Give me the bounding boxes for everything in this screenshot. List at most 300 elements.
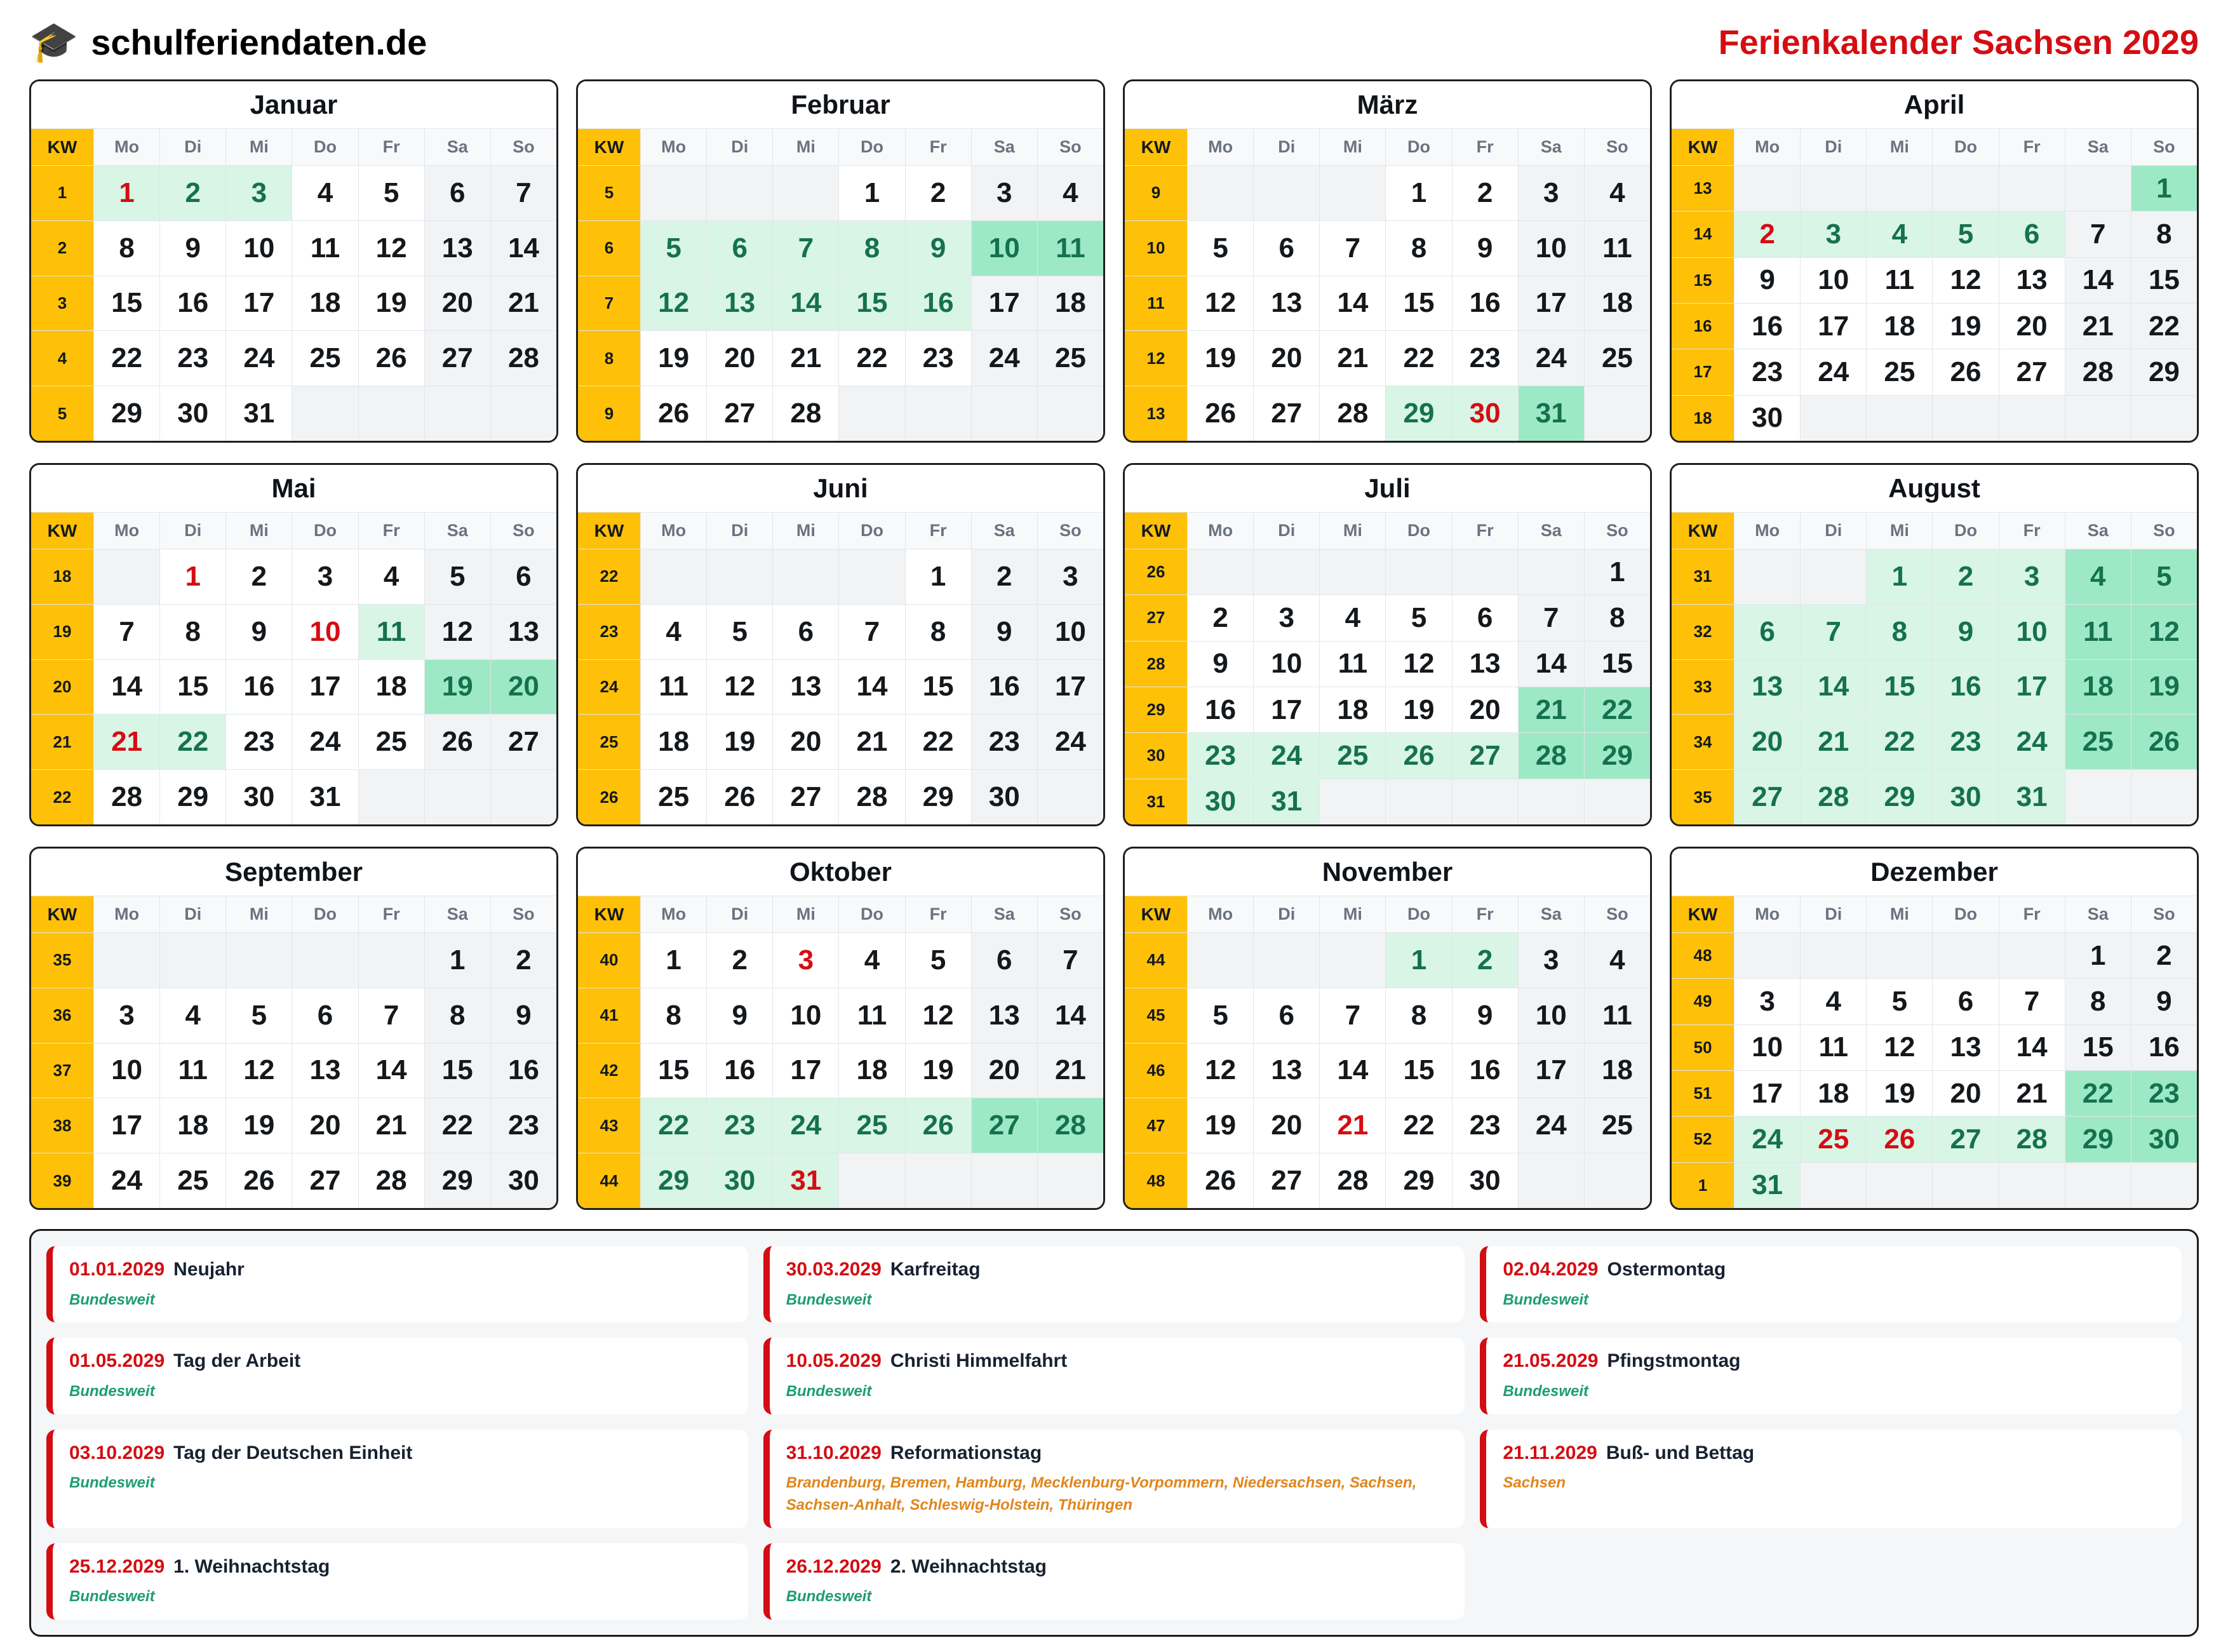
day-cell-vacation: 23: [1187, 732, 1253, 778]
legend-holiday-name: Christi Himmelfahrt: [890, 1350, 1068, 1372]
day-cell: 21: [838, 714, 904, 769]
legend-holiday-name: Buß- und Bettag: [1606, 1442, 1755, 1463]
day-cell-vacation: 3: [1800, 211, 1866, 257]
day-cell-vacation: 12: [2131, 604, 2197, 659]
calendar-months-grid: [0, 79, 2228, 1210]
legend-date: 26.12.2029: [786, 1555, 882, 1577]
day-cell-empty: [1800, 165, 1866, 211]
month-title: Juli: [1125, 465, 1650, 512]
day-cell-vacation: 1: [1866, 549, 1932, 604]
day-cell-vacation: 24: [1253, 732, 1319, 778]
day-cell: 12: [706, 659, 772, 715]
day-cell-empty: [1999, 932, 2065, 978]
day-cell-holiday: 1: [159, 549, 225, 604]
month-title: Oktober: [578, 849, 1103, 896]
day-cell: 21: [1037, 1043, 1103, 1098]
day-cell: 24: [1800, 349, 1866, 394]
weekday-header: Di: [1800, 896, 1866, 932]
day-cell: 26: [640, 386, 706, 441]
day-cell-vacation: 28: [1800, 769, 1866, 824]
day-cell: 29: [159, 769, 225, 824]
day-cell: 30: [1452, 1153, 1518, 1208]
day-cell: 16: [2131, 1024, 2197, 1070]
day-cell: 4: [640, 604, 706, 659]
kw-cell: 26: [578, 769, 640, 824]
kw-cell: 32: [1672, 604, 1734, 659]
day-cell: 25: [1584, 1098, 1650, 1153]
kw-cell: 35: [31, 932, 93, 988]
day-cell-empty: [1319, 165, 1385, 220]
day-cell: 28: [93, 769, 159, 824]
day-cell: 22: [1385, 330, 1451, 386]
page-title: Ferienkalender Sachsen 2029: [1718, 23, 2199, 62]
legend-holiday-name: Reformationstag: [890, 1442, 1042, 1463]
day-cell-vacation: 5: [640, 220, 706, 276]
day-cell: 4: [159, 988, 225, 1043]
day-cell: 4: [358, 549, 424, 604]
day-cell: 28: [358, 1153, 424, 1208]
day-cell: 30: [971, 769, 1037, 824]
day-cell-empty: [1866, 165, 1932, 211]
day-cell-vacation: 6: [706, 220, 772, 276]
day-cell: 12: [1385, 641, 1451, 687]
day-cell-empty: [971, 386, 1037, 441]
kw-cell: 39: [31, 1153, 93, 1208]
day-cell: 12: [1187, 1043, 1253, 1098]
day-cell-vacation: 13: [1734, 659, 1800, 715]
day-cell: 20: [772, 714, 838, 769]
day-cell-empty: [706, 165, 772, 220]
day-cell: 12: [1187, 276, 1253, 331]
day-cell-vacation: 9: [1932, 604, 1998, 659]
day-cell-empty: [1584, 1153, 1650, 1208]
day-cell-vacation: 22: [1866, 714, 1932, 769]
day-cell: 17: [225, 276, 292, 331]
weekday-header: Sa: [1518, 896, 1584, 932]
weekday-header: Do: [292, 512, 358, 549]
day-cell: 2: [905, 165, 971, 220]
day-cell-vacation: 14: [1800, 659, 1866, 715]
day-cell: 25: [1866, 349, 1932, 394]
weekday-header: Di: [1253, 512, 1319, 549]
month-card-mai: [29, 463, 558, 826]
day-cell-empty: [358, 932, 424, 988]
weekday-header: Fr: [1452, 128, 1518, 165]
day-cell-vacation: 27: [1734, 769, 1800, 824]
day-cell-empty: [1319, 779, 1385, 824]
weekday-header: Mi: [1319, 512, 1385, 549]
day-cell: 30: [225, 769, 292, 824]
weekday-header: Di: [1800, 128, 1866, 165]
weekday-header: Mo: [640, 128, 706, 165]
day-cell-vacation: 19: [2131, 659, 2197, 715]
weekday-header: Di: [706, 512, 772, 549]
legend-holiday-name: Karfreitag: [890, 1259, 981, 1280]
weekday-header: Di: [159, 896, 225, 932]
weekday-header: Sa: [1518, 512, 1584, 549]
day-cell: 3: [93, 988, 159, 1043]
day-cell-vacation: 30: [2131, 1116, 2197, 1162]
legend-scope: Brandenburg, Bremen, Hamburg, Mecklenburg-Vorpommern, Niedersachsen, Sachsen, Sachsen-Anhalt, Schleswig-Holstein, Thüringen: [786, 1474, 1417, 1514]
day-cell: 13: [971, 988, 1037, 1043]
day-cell-empty: [971, 1153, 1037, 1208]
day-cell-vacation: 20: [1734, 714, 1800, 769]
day-cell: 13: [1253, 1043, 1319, 1098]
day-cell-empty: [1319, 549, 1385, 594]
day-cell: 8: [905, 604, 971, 659]
month-card-juni: [576, 463, 1105, 826]
day-cell-empty: [838, 1153, 904, 1208]
day-cell-empty: [772, 549, 838, 604]
day-cell-empty: [1800, 395, 1866, 441]
day-cell-vacation: 16: [1932, 659, 1998, 715]
legend-item: [1480, 1246, 2182, 1322]
day-cell-vacation: 8: [1866, 604, 1932, 659]
day-cell: 27: [490, 714, 556, 769]
weekday-header: So: [2131, 896, 2197, 932]
day-cell: 6: [971, 932, 1037, 988]
day-cell: 13: [1932, 1024, 1998, 1070]
day-cell: 19: [1187, 1098, 1253, 1153]
day-cell: 12: [358, 220, 424, 276]
day-cell-empty: [1800, 1162, 1866, 1208]
day-cell: 10: [225, 220, 292, 276]
day-cell-vacation: 15: [1866, 659, 1932, 715]
day-cell-vacation: 31: [1518, 386, 1584, 441]
day-cell-vacation: 8: [838, 220, 904, 276]
day-cell: 26: [225, 1153, 292, 1208]
weekday-header: Mi: [1319, 128, 1385, 165]
day-cell: 13: [424, 220, 490, 276]
day-cell: 3: [1734, 978, 1800, 1024]
kw-cell: 40: [578, 932, 640, 988]
weekday-header: Do: [838, 896, 904, 932]
weekday-header: Fr: [358, 128, 424, 165]
day-cell: 11: [1584, 220, 1650, 276]
day-cell-empty: [2131, 395, 2197, 441]
weekday-header: Mi: [1866, 896, 1932, 932]
day-cell: 8: [424, 988, 490, 1043]
day-cell: 8: [1385, 220, 1451, 276]
day-cell-empty: [2131, 769, 2197, 824]
day-cell: 4: [838, 932, 904, 988]
day-cell: 26: [1187, 1153, 1253, 1208]
day-cell: 25: [640, 769, 706, 824]
kw-cell: 23: [578, 604, 640, 659]
day-cell: 5: [1187, 220, 1253, 276]
day-cell-vacation: 14: [772, 276, 838, 331]
day-cell-empty: [358, 386, 424, 441]
weekday-header: Do: [1932, 128, 1998, 165]
day-cell: 9: [2131, 978, 2197, 1024]
kw-cell: 18: [1672, 395, 1734, 441]
day-cell-empty: [159, 932, 225, 988]
kw-cell: 29: [1125, 687, 1187, 732]
day-cell: 23: [225, 714, 292, 769]
day-cell: 3: [1518, 932, 1584, 988]
kw-cell: 1: [1672, 1162, 1734, 1208]
day-cell: 16: [490, 1043, 556, 1098]
day-cell: 8: [1584, 594, 1650, 640]
kw-cell: 42: [578, 1043, 640, 1098]
day-cell: 7: [93, 604, 159, 659]
day-cell: 17: [292, 659, 358, 715]
day-cell: 19: [905, 1043, 971, 1098]
day-cell: 15: [159, 659, 225, 715]
month-title: November: [1125, 849, 1650, 896]
day-cell: 14: [93, 659, 159, 715]
weekday-header: So: [490, 128, 556, 165]
day-cell: 6: [1932, 978, 1998, 1024]
weekday-header: Mi: [1866, 512, 1932, 549]
day-cell-empty: [838, 386, 904, 441]
day-cell: 15: [640, 1043, 706, 1098]
kw-cell: 18: [31, 549, 93, 604]
day-cell: 19: [706, 714, 772, 769]
legend-date: 03.10.2029: [69, 1442, 165, 1463]
day-cell-empty: [838, 549, 904, 604]
weekday-header: Mi: [225, 512, 292, 549]
day-cell: 9: [706, 988, 772, 1043]
weekday-header: Mo: [1187, 128, 1253, 165]
day-cell: 11: [1319, 641, 1385, 687]
weekday-header: Di: [706, 128, 772, 165]
day-cell-holiday-vacation: 31: [772, 1153, 838, 1208]
day-cell-vacation: 31: [1999, 769, 2065, 824]
weekday-header: Di: [159, 512, 225, 549]
day-cell-vacation: 22: [640, 1098, 706, 1153]
day-cell: 20: [292, 1098, 358, 1153]
day-cell-empty: [1037, 386, 1103, 441]
day-cell: 9: [971, 604, 1037, 659]
day-cell: 3: [1253, 594, 1319, 640]
day-cell-vacation: 26: [1385, 732, 1451, 778]
kw-cell: 10: [1125, 220, 1187, 276]
day-cell: 18: [838, 1043, 904, 1098]
day-cell-vacation: 6: [1999, 211, 2065, 257]
day-cell: 10: [1518, 988, 1584, 1043]
day-cell: 27: [772, 769, 838, 824]
day-cell: 4: [1800, 978, 1866, 1024]
day-cell: 11: [640, 659, 706, 715]
day-cell: 7: [2065, 211, 2131, 257]
kw-cell: 44: [578, 1153, 640, 1208]
weekday-header: Mo: [93, 512, 159, 549]
day-cell-empty: [490, 386, 556, 441]
day-cell: 10: [1800, 257, 1866, 303]
day-cell: 29: [1385, 1153, 1451, 1208]
weekday-header: Fr: [905, 896, 971, 932]
weekday-header: Mo: [640, 896, 706, 932]
day-cell-vacation: 23: [2131, 1070, 2197, 1116]
day-cell-empty: [640, 549, 706, 604]
day-cell: 21: [772, 330, 838, 386]
day-cell: 8: [159, 604, 225, 659]
kw-cell: 25: [578, 714, 640, 769]
day-cell: 9: [1734, 257, 1800, 303]
graduation-cap-icon: 🎓: [29, 20, 79, 64]
day-cell: 16: [159, 276, 225, 331]
kw-cell: 43: [578, 1098, 640, 1153]
day-cell: 4: [1037, 165, 1103, 220]
day-cell: 6: [1452, 594, 1518, 640]
day-cell-vacation: 28: [1999, 1116, 2065, 1162]
day-cell-empty: [905, 1153, 971, 1208]
day-cell: 1: [905, 549, 971, 604]
day-cell: 14: [358, 1043, 424, 1098]
day-cell: 2: [706, 932, 772, 988]
legend-holiday-name: Tag der Deutschen Einheit: [173, 1442, 413, 1463]
weekday-header: Fr: [1452, 896, 1518, 932]
day-cell: 10: [93, 1043, 159, 1098]
kw-cell: 28: [1125, 641, 1187, 687]
weekday-header: Do: [838, 512, 904, 549]
day-cell-empty: [1734, 165, 1800, 211]
day-cell: 22: [424, 1098, 490, 1153]
day-cell: 19: [1932, 303, 1998, 349]
day-cell-vacation: 29: [640, 1153, 706, 1208]
day-cell: 23: [159, 330, 225, 386]
day-cell: 13: [1253, 276, 1319, 331]
day-cell-vacation: 29: [2065, 1116, 2131, 1162]
legend-scope: Bundesweit: [69, 1588, 155, 1606]
day-cell-empty: [292, 932, 358, 988]
kw-cell: 44: [1125, 932, 1187, 988]
legend-scope: Bundesweit: [69, 1291, 155, 1308]
day-cell: 19: [225, 1098, 292, 1153]
day-cell: 17: [971, 276, 1037, 331]
day-cell: 8: [2065, 978, 2131, 1024]
day-cell: 29: [2131, 349, 2197, 394]
day-cell: 7: [1999, 978, 2065, 1024]
legend-holiday-name: Ostermontag: [1607, 1259, 1726, 1280]
kw-header: KW: [31, 512, 93, 549]
day-cell: 7: [1518, 594, 1584, 640]
day-cell: 26: [424, 714, 490, 769]
holiday-legend: [29, 1229, 2199, 1637]
day-cell: 7: [358, 988, 424, 1043]
day-cell: 15: [93, 276, 159, 331]
day-cell-empty: [358, 769, 424, 824]
kw-cell: 3: [31, 276, 93, 331]
day-cell: 5: [1187, 988, 1253, 1043]
day-cell-empty: [1734, 932, 1800, 978]
weekday-header: Fr: [905, 512, 971, 549]
kw-cell: 4: [31, 330, 93, 386]
weekday-header: Mo: [93, 128, 159, 165]
day-cell: 13: [772, 659, 838, 715]
weekday-header: So: [2131, 512, 2197, 549]
day-cell: 24: [93, 1153, 159, 1208]
site-logo: [29, 22, 427, 63]
month-title: März: [1125, 81, 1650, 128]
kw-cell: 15: [1672, 257, 1734, 303]
day-cell: 23: [490, 1098, 556, 1153]
legend-row: [46, 1543, 2182, 1620]
day-cell-vacation: 11: [1037, 220, 1103, 276]
day-cell-vacation: 27: [1932, 1116, 1998, 1162]
month-card-februar: [576, 79, 1105, 443]
day-cell-vacation: 25: [2065, 714, 2131, 769]
legend-holiday-name: Tag der Arbeit: [173, 1350, 301, 1372]
month-card-september: [29, 847, 558, 1210]
legend-date: 02.04.2029: [1503, 1259, 1599, 1280]
kw-cell: 37: [31, 1043, 93, 1098]
day-cell: 14: [1319, 276, 1385, 331]
legend-item: [763, 1543, 1465, 1620]
day-cell-empty: [1999, 395, 2065, 441]
day-cell-empty: [1037, 1153, 1103, 1208]
weekday-header: Do: [838, 128, 904, 165]
day-cell-empty: [1253, 165, 1319, 220]
day-cell: 24: [1518, 1098, 1584, 1153]
weekday-header: Mo: [1734, 896, 1800, 932]
weekday-header: Mi: [225, 896, 292, 932]
day-cell: 7: [838, 604, 904, 659]
weekday-header: Sa: [2065, 512, 2131, 549]
day-cell-vacation: 15: [838, 276, 904, 331]
day-cell-vacation: 21: [1518, 687, 1584, 732]
day-cell-holiday-vacation: 2: [1734, 211, 1800, 257]
day-cell: 27: [424, 330, 490, 386]
weekday-header: Fr: [358, 512, 424, 549]
day-cell-empty: [2065, 395, 2131, 441]
weekday-header: So: [1584, 128, 1650, 165]
day-cell-vacation: 16: [905, 276, 971, 331]
legend-empty-slot: [1480, 1543, 2182, 1620]
kw-cell: 41: [578, 988, 640, 1043]
legend-scope: Bundesweit: [786, 1382, 872, 1400]
day-cell-empty: [772, 165, 838, 220]
weekday-header: So: [1037, 896, 1103, 932]
weekday-header: Mi: [772, 128, 838, 165]
legend-item: [1480, 1430, 2182, 1528]
day-cell: 15: [424, 1043, 490, 1098]
weekday-header: Do: [292, 128, 358, 165]
kw-cell: 9: [578, 386, 640, 441]
day-cell: 25: [159, 1153, 225, 1208]
kw-cell: 5: [31, 386, 93, 441]
day-cell: 12: [225, 1043, 292, 1098]
day-cell-empty: [1518, 549, 1584, 594]
day-cell-vacation: 13: [706, 276, 772, 331]
kw-header: KW: [31, 896, 93, 932]
day-cell: 9: [490, 988, 556, 1043]
day-cell: 26: [1187, 386, 1253, 441]
day-cell: 7: [1319, 988, 1385, 1043]
day-cell: 20: [1253, 330, 1319, 386]
day-cell: 14: [1518, 641, 1584, 687]
day-cell-vacation: 3: [1999, 549, 2065, 604]
day-cell-empty: [1385, 549, 1451, 594]
day-cell: 14: [1037, 988, 1103, 1043]
kw-cell: 24: [578, 659, 640, 715]
day-cell-vacation: 10: [971, 220, 1037, 276]
legend-holiday-name: Neujahr: [173, 1259, 245, 1280]
weekday-header: Mi: [772, 896, 838, 932]
kw-cell: 52: [1672, 1116, 1734, 1162]
day-cell-vacation: 28: [1037, 1098, 1103, 1153]
day-cell: 5: [905, 932, 971, 988]
day-cell: 21: [1999, 1070, 2065, 1116]
legend-date: 21.11.2029: [1503, 1442, 1597, 1463]
weekday-header: Sa: [2065, 128, 2131, 165]
day-cell-empty: [1932, 395, 1998, 441]
day-cell: 31: [225, 386, 292, 441]
day-cell: 24: [225, 330, 292, 386]
day-cell: 13: [1452, 641, 1518, 687]
day-cell: 27: [1253, 1153, 1319, 1208]
